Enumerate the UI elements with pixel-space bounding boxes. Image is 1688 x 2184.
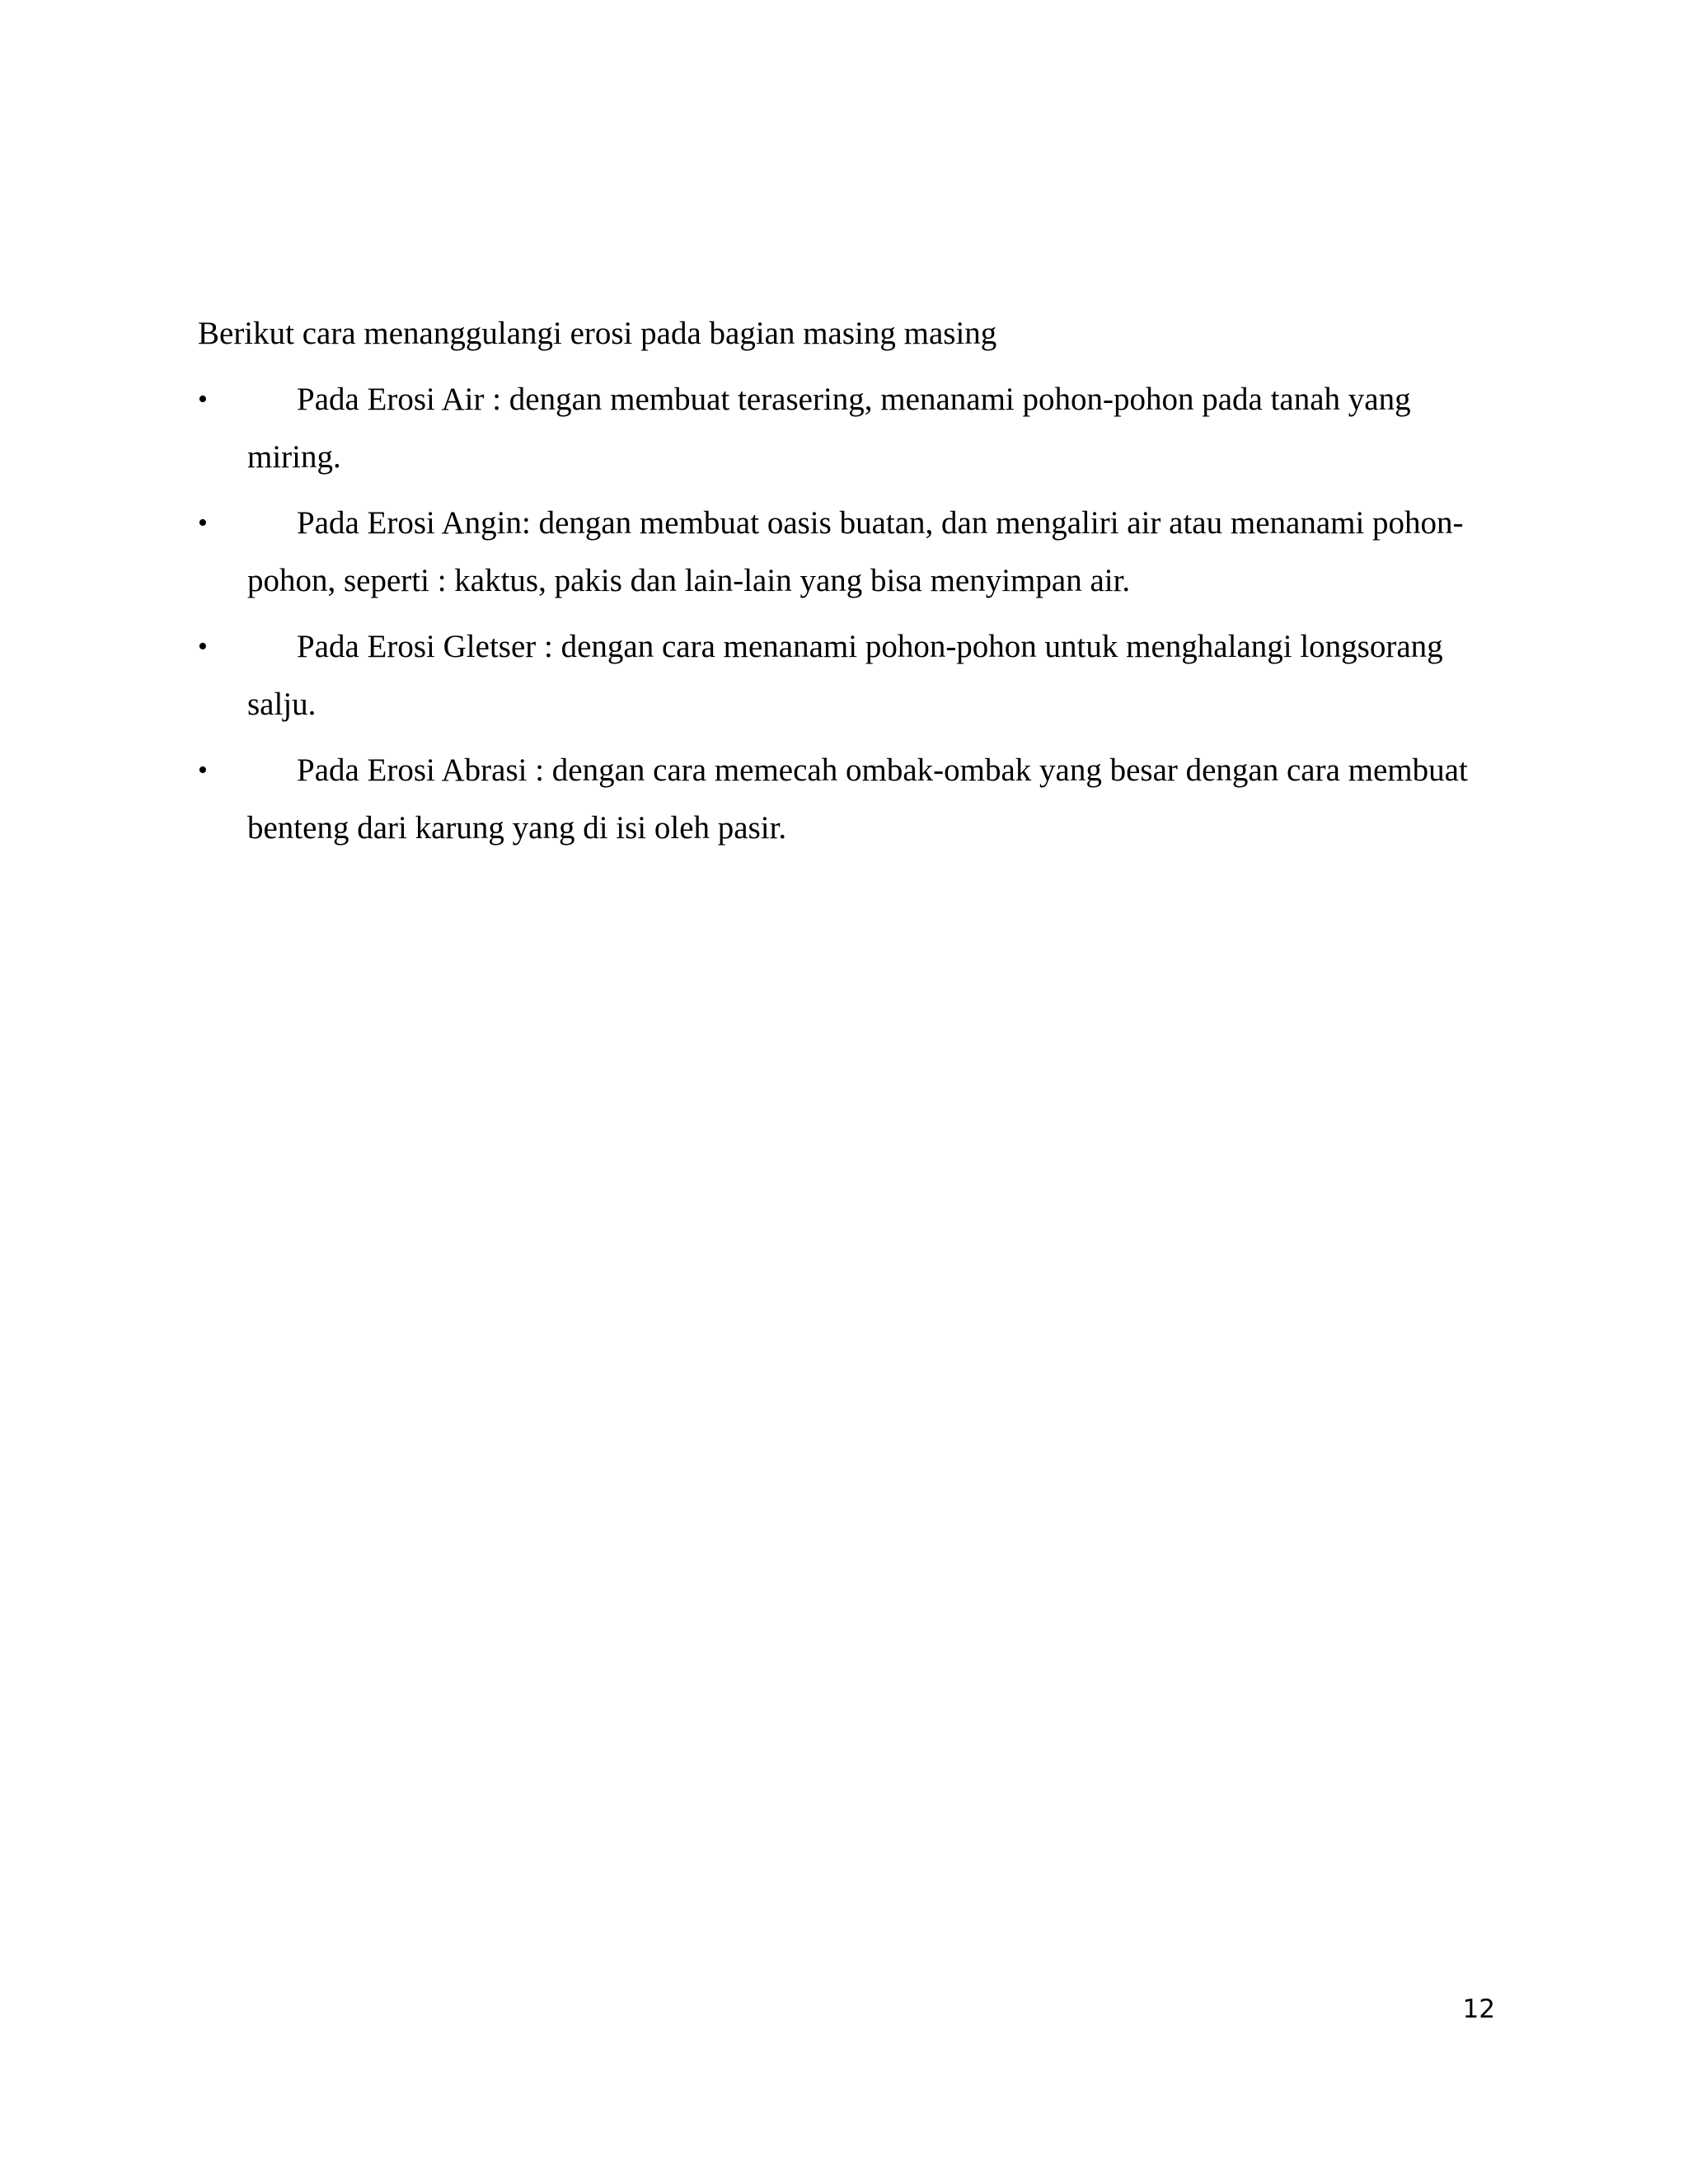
list-item-text: Pada Erosi Gletser : dengan cara menanami pohon-pohon untuk menghalangi longsorang salju. bbox=[247, 629, 1443, 722]
bullet-icon: • bbox=[198, 755, 208, 785]
bullet-icon: • bbox=[198, 508, 208, 538]
list-item-text: Pada Erosi Air : dengan membuat terasering, menanami pohon-pohon pada tanah yang miring. bbox=[247, 382, 1411, 475]
bullet-icon: • bbox=[198, 384, 208, 415]
list-item-text: Pada Erosi Angin: dengan membuat oasis buatan, dan mengaliri air atau menanami pohon-pohon, seperti : kaktus, pakis dan lain-lain yang bisa menyimpan air. bbox=[247, 505, 1464, 598]
list-item-erosi-angin bbox=[198, 494, 1500, 610]
intro-paragraph: Berikut cara menanggulangi erosi pada bagian masing masing bbox=[198, 316, 997, 351]
bullet-icon: • bbox=[198, 631, 208, 662]
list-item-text: Pada Erosi Abrasi : dengan cara memecah ombak-ombak yang besar dengan cara membuat benteng dari karung yang di isi oleh pasir. bbox=[247, 752, 1468, 846]
list-item-erosi-air bbox=[198, 371, 1500, 486]
list-item-erosi-gletser bbox=[198, 618, 1500, 733]
page-number: 12 bbox=[1462, 1994, 1495, 2024]
list-item-erosi-abrasi bbox=[198, 742, 1500, 857]
erosion-measures-list bbox=[198, 371, 1500, 857]
page-content bbox=[198, 305, 1500, 865]
